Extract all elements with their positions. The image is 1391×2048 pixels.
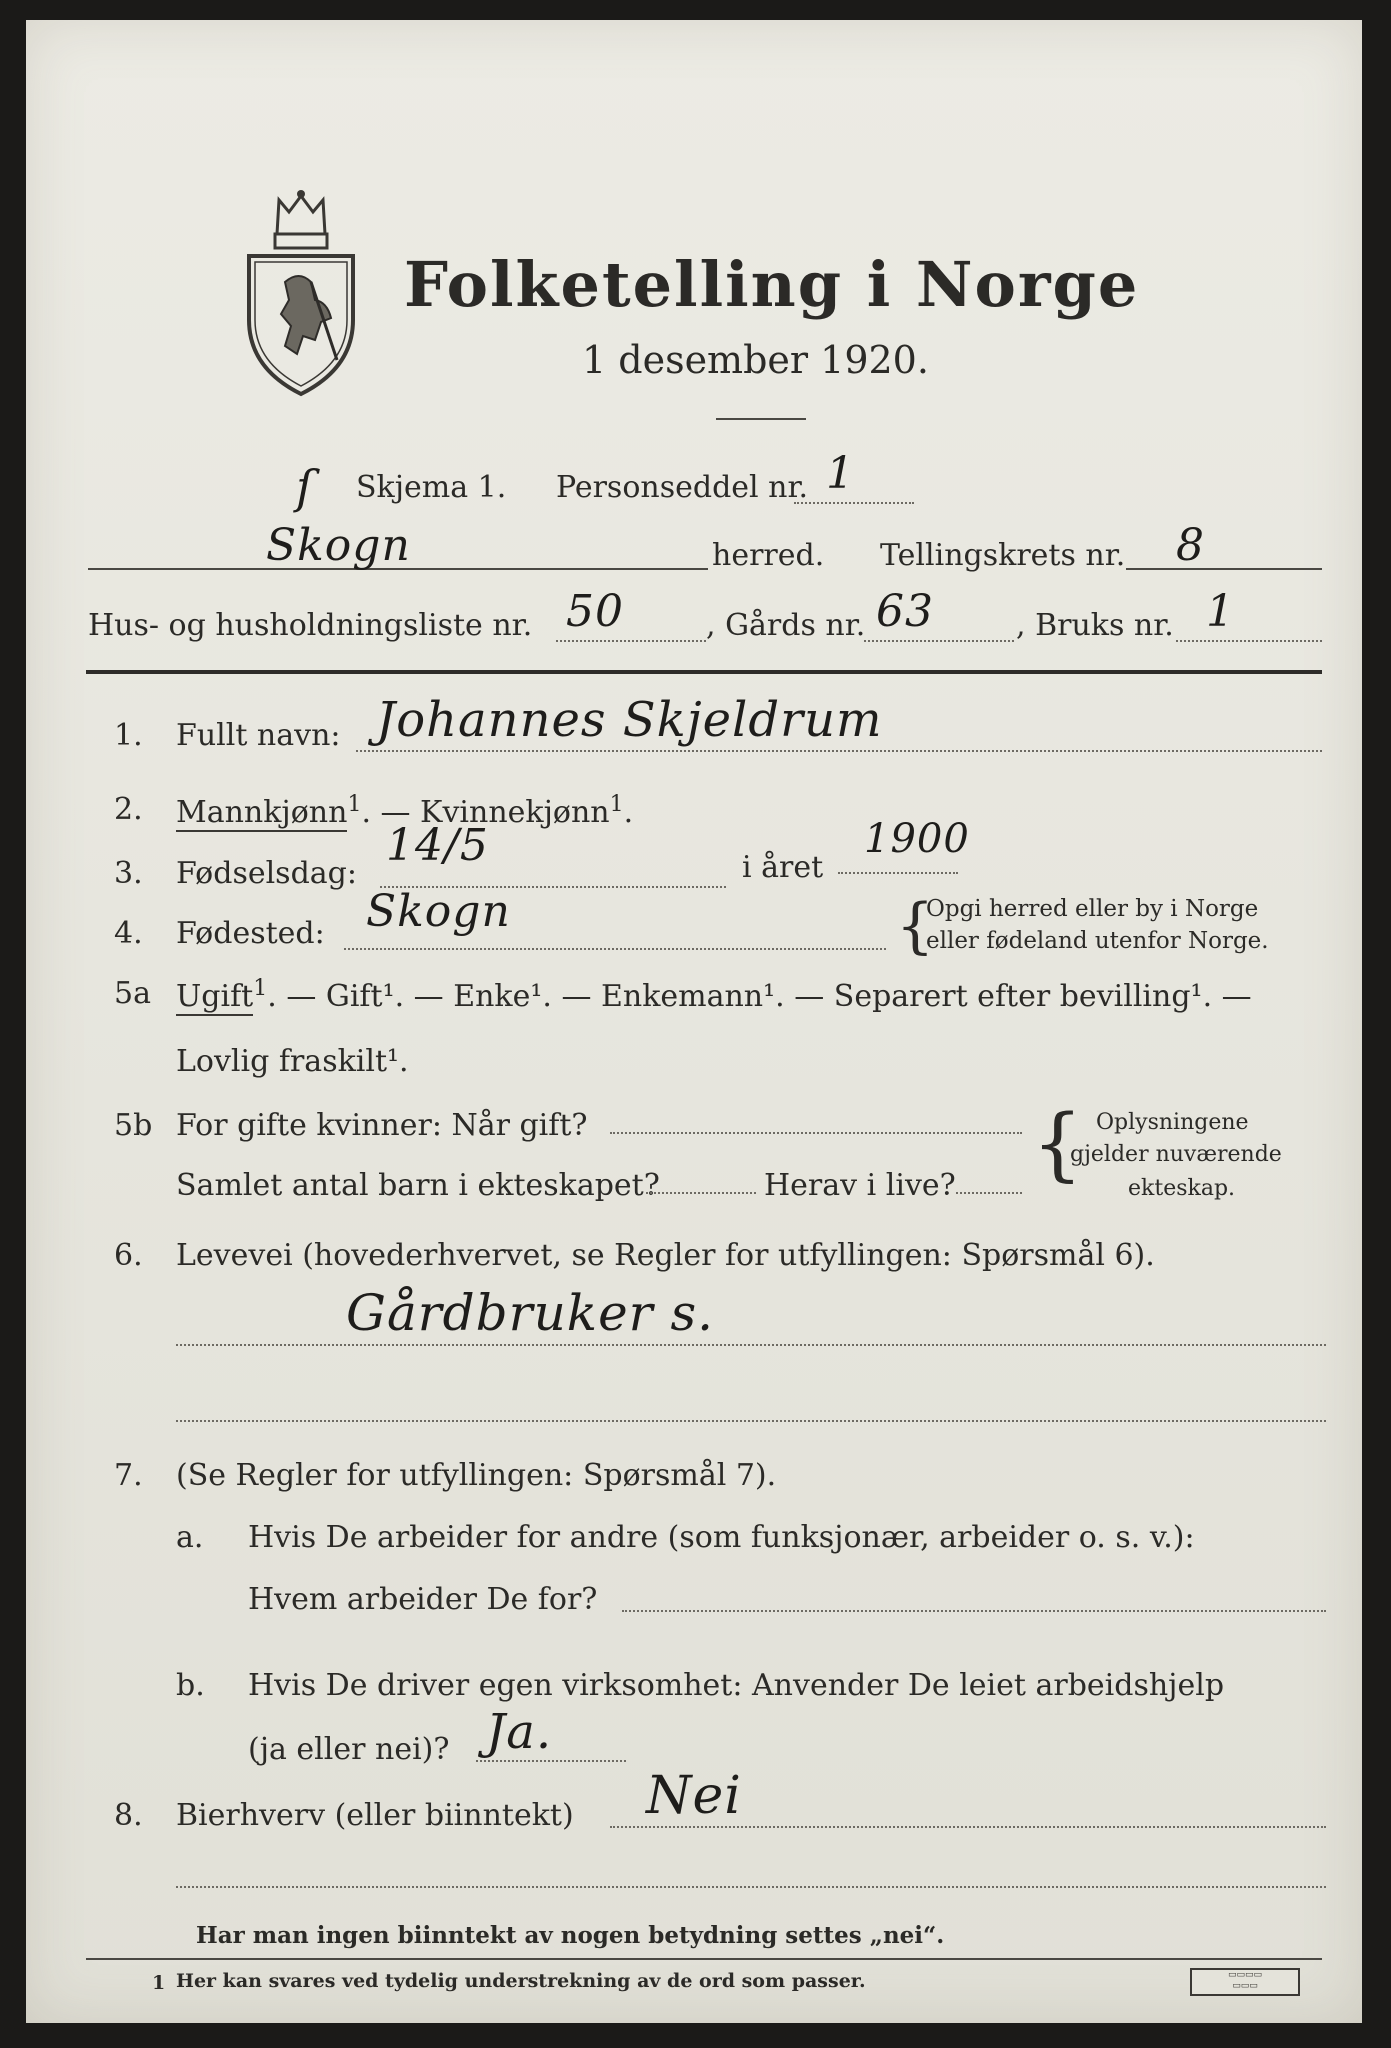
gards-field-line [864, 640, 1014, 642]
herred-value: Skogn [266, 520, 411, 571]
header-separator [86, 670, 1322, 674]
q1-number: 1. [114, 718, 143, 753]
q6-occupation: Gårdbruker s. [346, 1284, 715, 1342]
q1-label: Fullt navn: [176, 718, 341, 753]
q7-number: 7. [114, 1458, 143, 1493]
norwegian-coat-of-arms-icon [241, 190, 361, 400]
footer-separator [86, 1958, 1322, 1960]
q3-year-label: i året [742, 850, 824, 885]
q5b-alive-line [956, 1192, 1022, 1194]
q4-number: 4. [114, 916, 143, 951]
q2-number: 2. [114, 792, 143, 827]
q8-number: 8. [114, 1798, 143, 1833]
q3-label: Fødselsdag: [176, 856, 357, 891]
footnote-mark: 1 [152, 1972, 166, 1994]
q6-number: 6. [114, 1238, 143, 1273]
q7b-label2: (ja eller nei)? [248, 1732, 450, 1767]
personseddel-field-line [794, 502, 914, 504]
q6-field-line1 [176, 1344, 1326, 1346]
q8-field-line2 [176, 1886, 1326, 1888]
q5a-ugift-option: Ugift [176, 979, 254, 1014]
q5b-note-line3: ekteskap. [1128, 1176, 1236, 1201]
q2-male-option: Mannkjønn [176, 795, 348, 830]
q2-gender: Mannkjønn$^1$. — Kvinnekjønn$^1$. [176, 792, 634, 830]
q7-label: (Se Regler for utfyllingen: Spørsmål 7). [176, 1458, 777, 1493]
q4-note-brace: { [896, 891, 935, 961]
q4-birthplace: Skogn [366, 886, 511, 937]
q2-female-option: Kvinnekjønn [420, 795, 610, 830]
q4-note-line2: eller fødeland utenfor Norge. [926, 928, 1269, 954]
q5a-marital-status: Ugift$^1$. — Gift¹. — Enke¹. — Enkemann¹. — Separert efter bevilling¹. — [176, 976, 1252, 1014]
q8-field-line [610, 1826, 1326, 1828]
bruks-label: , Bruks nr. [1016, 608, 1174, 643]
title-divider [716, 418, 806, 420]
q4-label: Fødested: [176, 916, 325, 951]
q7b-label1: Hvis De driver egen virksomhet: Anvender De leiet arbeidshjelp [248, 1668, 1225, 1703]
q1-full-name: Johannes Skjeldrum [376, 692, 883, 748]
q3-birth-year: 1900 [864, 816, 970, 862]
hus-value: 50 [566, 586, 624, 637]
herred-label: herred. [712, 538, 825, 573]
bruks-field-line [1176, 640, 1322, 642]
q5b-note-line1: Oplysningene [1096, 1110, 1249, 1135]
tellingskrets-value: 8 [1176, 520, 1205, 571]
form-title: Folketelling i Norge [404, 248, 1140, 321]
q6-field-line2 [176, 1420, 1326, 1422]
q1-field-line [356, 750, 1322, 752]
q5b-label2: Samlet antal barn i ekteskapet? [176, 1168, 660, 1203]
q7a-letter: a. [176, 1520, 204, 1555]
census-date: 1 desember 1920. [582, 338, 929, 382]
q7a-label1: Hvis De arbeider for andre (som funksjonær, arbeider o. s. v.): [248, 1520, 1195, 1555]
q7b-letter: b. [176, 1668, 205, 1703]
q7b-answer: Ja. [486, 1704, 553, 1760]
q7b-field-line [476, 1760, 626, 1762]
q4-note-line1: Opgi herred eller by i Norge [926, 896, 1259, 922]
personseddel-value: 1 [826, 448, 855, 499]
q3-year-line [838, 872, 958, 874]
q3-birthday: 14/5 [386, 820, 489, 871]
q5b-number: 5b [114, 1108, 153, 1143]
q5b-label3: Herav i live? [764, 1168, 956, 1203]
census-form-sheet [26, 20, 1362, 2023]
gards-value: 63 [876, 586, 934, 637]
skjema-label: Skjema 1. [356, 470, 507, 505]
tellingskrets-field-line [1126, 568, 1322, 570]
q6-label: Levevei (hovederhvervet, se Regler for utfyllingen: Spørsmål 6). [176, 1238, 1155, 1273]
q5b-married-line [610, 1132, 1022, 1134]
q4-field-line [344, 948, 886, 950]
q5b-note-brace: { [1032, 1097, 1083, 1190]
bruks-value: 1 [1206, 586, 1235, 637]
tellingskrets-label: Tellingskrets nr. [880, 538, 1126, 573]
gards-label: , Gårds nr. [706, 608, 866, 643]
hus-field-line [556, 640, 706, 642]
q5b-children-line [646, 1192, 756, 1194]
printer-stamp-icon: ▭▭▭▭ ▭▭▭ [1190, 1968, 1300, 1996]
q5a-line2: Lovlig fraskilt¹. [176, 1044, 409, 1079]
footnote-text: Her kan svares ved tydelig understrekning av de ord som passer. [176, 1970, 866, 1992]
q5a-number: 5a [114, 976, 151, 1011]
q7a-label2: Hvem arbeider De for? [248, 1582, 598, 1617]
hus-label: Hus- og husholdningsliste nr. [88, 608, 533, 643]
q7a-field-line [622, 1610, 1326, 1612]
footer-note: Har man ingen biinntekt av nogen betydning settes „nei“. [196, 1922, 945, 1949]
q5b-note-line2: gjelder nuværende [1070, 1142, 1282, 1167]
q3-number: 3. [114, 856, 143, 891]
q5b-label1: For gifte kvinner: Når gift? [176, 1108, 588, 1143]
handwritten-mark: ſ [296, 460, 315, 514]
q8-answer: Nei [646, 1766, 742, 1826]
personseddel-label: Personseddel nr. [556, 470, 809, 505]
q8-label: Bierhverv (eller biinntekt) [176, 1798, 574, 1833]
